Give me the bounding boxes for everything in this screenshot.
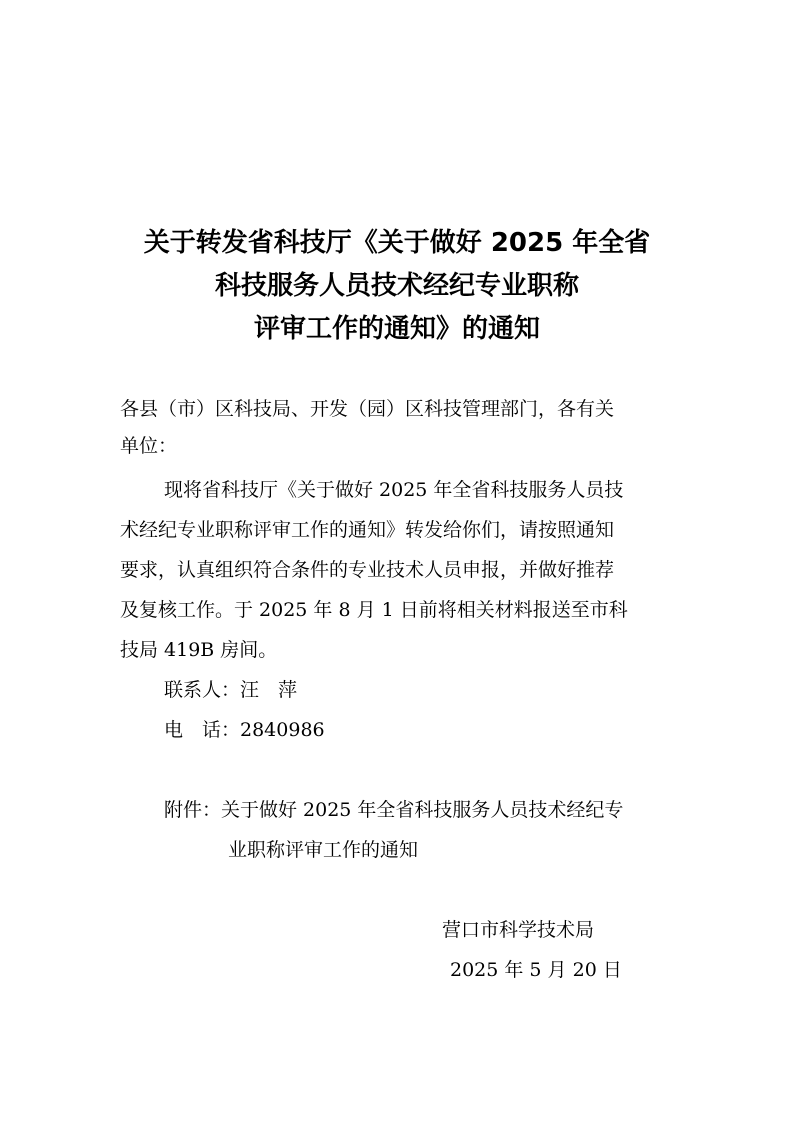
document-title-line-2: 科技服务人员技术经纪专业职称 bbox=[214, 271, 579, 301]
document-title-line-3: 评审工作的通知》的通知 bbox=[253, 314, 540, 344]
body-line-3: 要求，认真组织符合条件的专业技术人员申报，并做好推荐 bbox=[120, 559, 615, 581]
signature-date: 2025 年 5 月 20 日 bbox=[450, 959, 622, 981]
body-line-1: 现将省科技厅《关于做好 2025 年全省科技服务人员技 bbox=[164, 479, 624, 501]
body-line-5: 技局 419B 房间。 bbox=[120, 639, 278, 661]
body-line-2: 术经纪专业职称评审工作的通知》转发给你们，请按照通知 bbox=[120, 519, 615, 541]
salutation-line-2: 单位： bbox=[120, 435, 178, 457]
contact-person: 联系人：汪 萍 bbox=[164, 679, 298, 701]
contact-phone: 电 话：2840986 bbox=[164, 719, 325, 741]
attachment-line-2: 业职称评审工作的通知 bbox=[228, 839, 419, 861]
signature-org: 营口市科学技术局 bbox=[442, 919, 595, 941]
body-line-4: 及复核工作。于 2025 年 8 月 1 日前将相关材料报送至市科 bbox=[120, 599, 628, 621]
salutation-line-1: 各县（市）区科技局、开发（园）区科技管理部门，各有关 bbox=[120, 398, 615, 420]
attachment-line-1: 附件：关于做好 2025 年全省科技服务人员技术经纪专 bbox=[164, 799, 624, 821]
document-title-line-1: 关于转发省科技厅《关于做好 2025 年全省 bbox=[143, 228, 651, 258]
